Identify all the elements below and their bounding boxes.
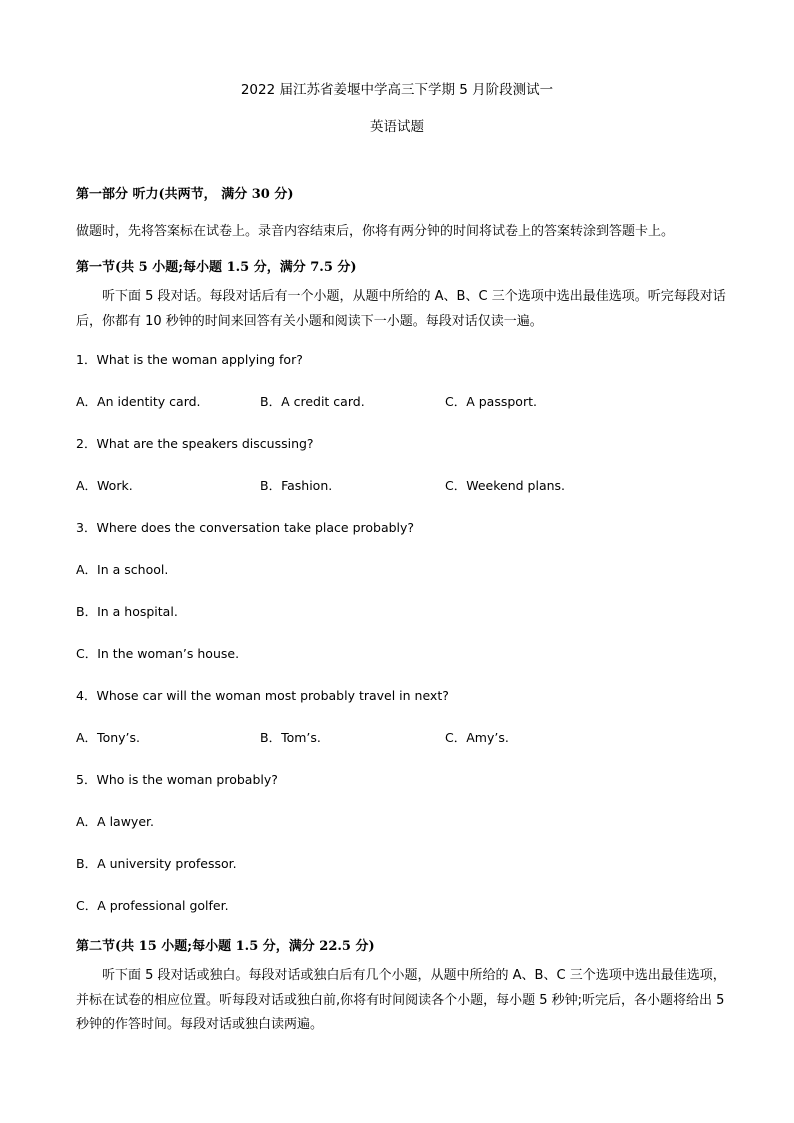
question-4-option-a: A．Tony’s. <box>76 730 140 745</box>
section2-heading: 第二节(共 15 小题;每小题 1.5 分，满分 22.5 分) <box>76 939 375 954</box>
question-3-option-c: C．In the woman’s house. <box>76 646 240 661</box>
question-4-option-b: B．Tom’s. <box>260 730 321 745</box>
exam-subject: 英语试题 <box>370 119 424 135</box>
question-1-option-a: A．An identity card. <box>76 394 201 409</box>
question-5-option-b: B．A university professor. <box>76 856 237 871</box>
question-1-option-b: B．A credit card. <box>260 394 365 409</box>
section1-heading: 第一节(共 5 小题;每小题 1.5 分，满分 7.5 分) <box>76 260 357 275</box>
question-2-stem: 2．What are the speakers discussing? <box>76 436 314 451</box>
question-3-option-b: B．In a hospital. <box>76 604 178 619</box>
question-1-stem: 1．What is the woman applying for? <box>76 352 303 367</box>
question-1-option-c: C．A passport. <box>445 394 537 409</box>
question-3-stem: 3．Where does the conversation take place probably? <box>76 520 415 535</box>
question-5-option-c: C．A professional golfer. <box>76 898 229 913</box>
section1-instruction: 听下面 5 段对话。每段对话后有一个小题，从题中所给的 A、B、C 三个选项中选出最佳选项。听完每段对话后，你都有 10 秒钟的时间来回答有关小题和阅读下一小题。每段对话仅读一遍。 <box>76 289 726 329</box>
question-4-option-c: C．Amy’s. <box>445 730 509 745</box>
part1-heading: 第一部分 听力(共两节， 满分 30 分) <box>76 187 294 202</box>
exam-title: 2022 届江苏省姜堰中学高三下学期 5 月阶段测试一 <box>240 82 554 98</box>
question-2-option-b: B．Fashion. <box>260 478 333 493</box>
question-3-option-a: A．In a school. <box>76 562 169 577</box>
question-2-option-c: C．Weekend plans. <box>445 478 566 493</box>
question-4-stem: 4．Whose car will the woman most probably travel in next? <box>76 688 449 703</box>
question-5-option-a: A．A lawyer. <box>76 814 154 829</box>
question-5-stem: 5．Who is the woman probably? <box>76 772 278 787</box>
section2-instruction: 听下面 5 段对话或独白。每段对话或独白后有几个小题，从题中所给的 A、B、C 三个选项中选出最佳选项，并标在试卷的相应位置。听每段对话或独白前,你将有时间阅读各个小题，每小题 5 秒钟;听完后，各小题将给出 5 秒钟的作答时间。每段对话或独白读两遍。 <box>76 968 726 1032</box>
part1-instruction: 做题时，先将答案标在试卷上。录音内容结束后，你将有两分钟的时间将试卷上的答案转涂到答题卡上。 <box>76 224 675 239</box>
question-2-option-a: A．Work. <box>76 478 133 493</box>
